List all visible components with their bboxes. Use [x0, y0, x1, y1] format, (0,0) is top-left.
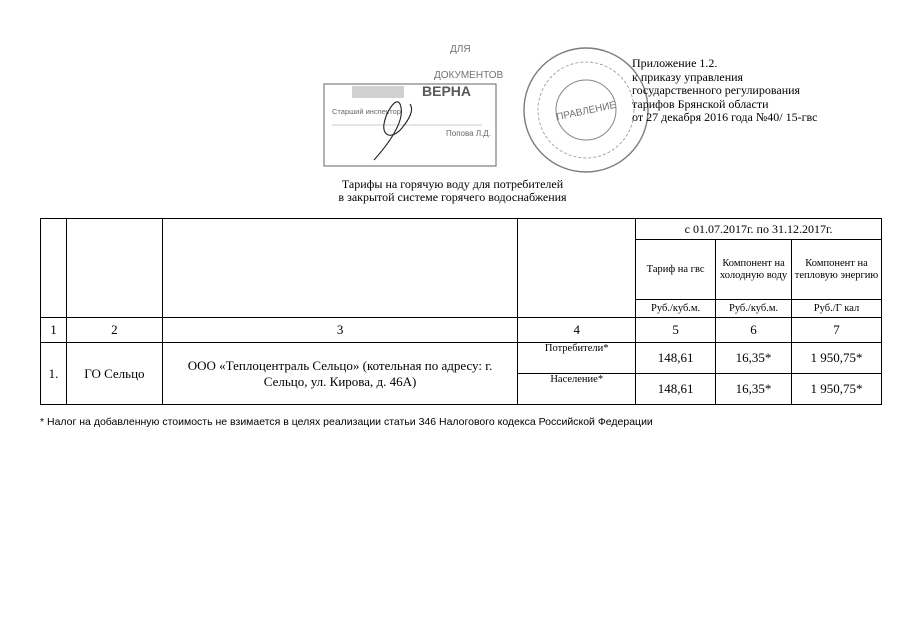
copy-stamp-line3: ВЕРНА — [422, 83, 472, 99]
organization: ООО «Теплоцентраль Сельцо» (котельная по адресу: г. Сельцо, ул. Кирова, д. 46А) — [162, 343, 517, 405]
unit-thermal: Руб./Г кал — [792, 300, 882, 318]
header-cold-water: Компонент на холодную воду — [716, 240, 792, 300]
table-row — [41, 343, 882, 374]
thermal-value: 1 950,75* — [792, 374, 882, 405]
appendix-line3: государственного регулирования — [632, 83, 801, 97]
period-header: с 01.07.2017г. по 31.12.2017г. — [636, 219, 882, 240]
cold-water-value: 16,35* — [716, 374, 792, 405]
seal-center-text: ПРАВЛЕНИЕ — [555, 99, 618, 124]
header-tariff: Тариф на гвс — [636, 240, 716, 300]
title-line2: в закрытой системе горячего водоснабжения — [338, 190, 567, 204]
stamp-position: Старший инспектор — [332, 107, 401, 116]
vat-footnote: * Налог на добавленную стоимость не взимается в целях реализации статьи 346 Налогового кодекса Российской Федерации — [40, 416, 653, 428]
document-title — [0, 178, 905, 204]
round-seal — [524, 48, 648, 172]
title-line1: Тарифы на горячую воду для потребителей — [341, 177, 564, 191]
unit-tariff: Руб./куб.м. — [636, 300, 716, 318]
thermal-value: 1 950,75* — [792, 343, 882, 374]
copy-stamp-line2: ДОКУМЕНТОВ — [434, 70, 504, 81]
tariff-value: 148,61 — [636, 343, 716, 374]
appendix-header — [632, 57, 817, 125]
stamp-name: Попова Л.Д. — [446, 129, 491, 138]
copy-stamp — [324, 44, 504, 166]
column-number: 2 — [66, 318, 162, 343]
column-number: 5 — [636, 318, 716, 343]
column-numbers-row — [41, 318, 882, 343]
tariff-value: 148,61 — [636, 374, 716, 405]
header-thermal: Компонент на тепловую энергию — [792, 240, 882, 300]
column-number: 4 — [518, 318, 636, 343]
appendix-line4: тарифов Брянской области — [632, 96, 769, 111]
column-number: 1 — [41, 318, 67, 343]
appendix-line2: к приказу управления — [632, 69, 744, 84]
cold-water-value: 16,35* — [716, 343, 792, 374]
column-number: 7 — [792, 318, 882, 343]
category-population: Население* — [518, 374, 636, 405]
copy-stamp-line1: ДЛЯ — [450, 44, 471, 55]
column-number: 3 — [162, 318, 517, 343]
column-number: 6 — [716, 318, 792, 343]
certification-stamps — [322, 20, 652, 185]
appendix-line1: Приложение 1.2. — [632, 56, 718, 70]
unit-cold-water: Руб./куб.м. — [716, 300, 792, 318]
appendix-line5: от 27 декабря 2016 года №40/ 15-гвс — [632, 110, 818, 124]
municipality: ГО Сельцо — [66, 343, 162, 405]
tariff-table — [40, 218, 882, 405]
category-consumers: Потребители* — [518, 343, 636, 374]
row-number: 1. — [41, 343, 67, 405]
